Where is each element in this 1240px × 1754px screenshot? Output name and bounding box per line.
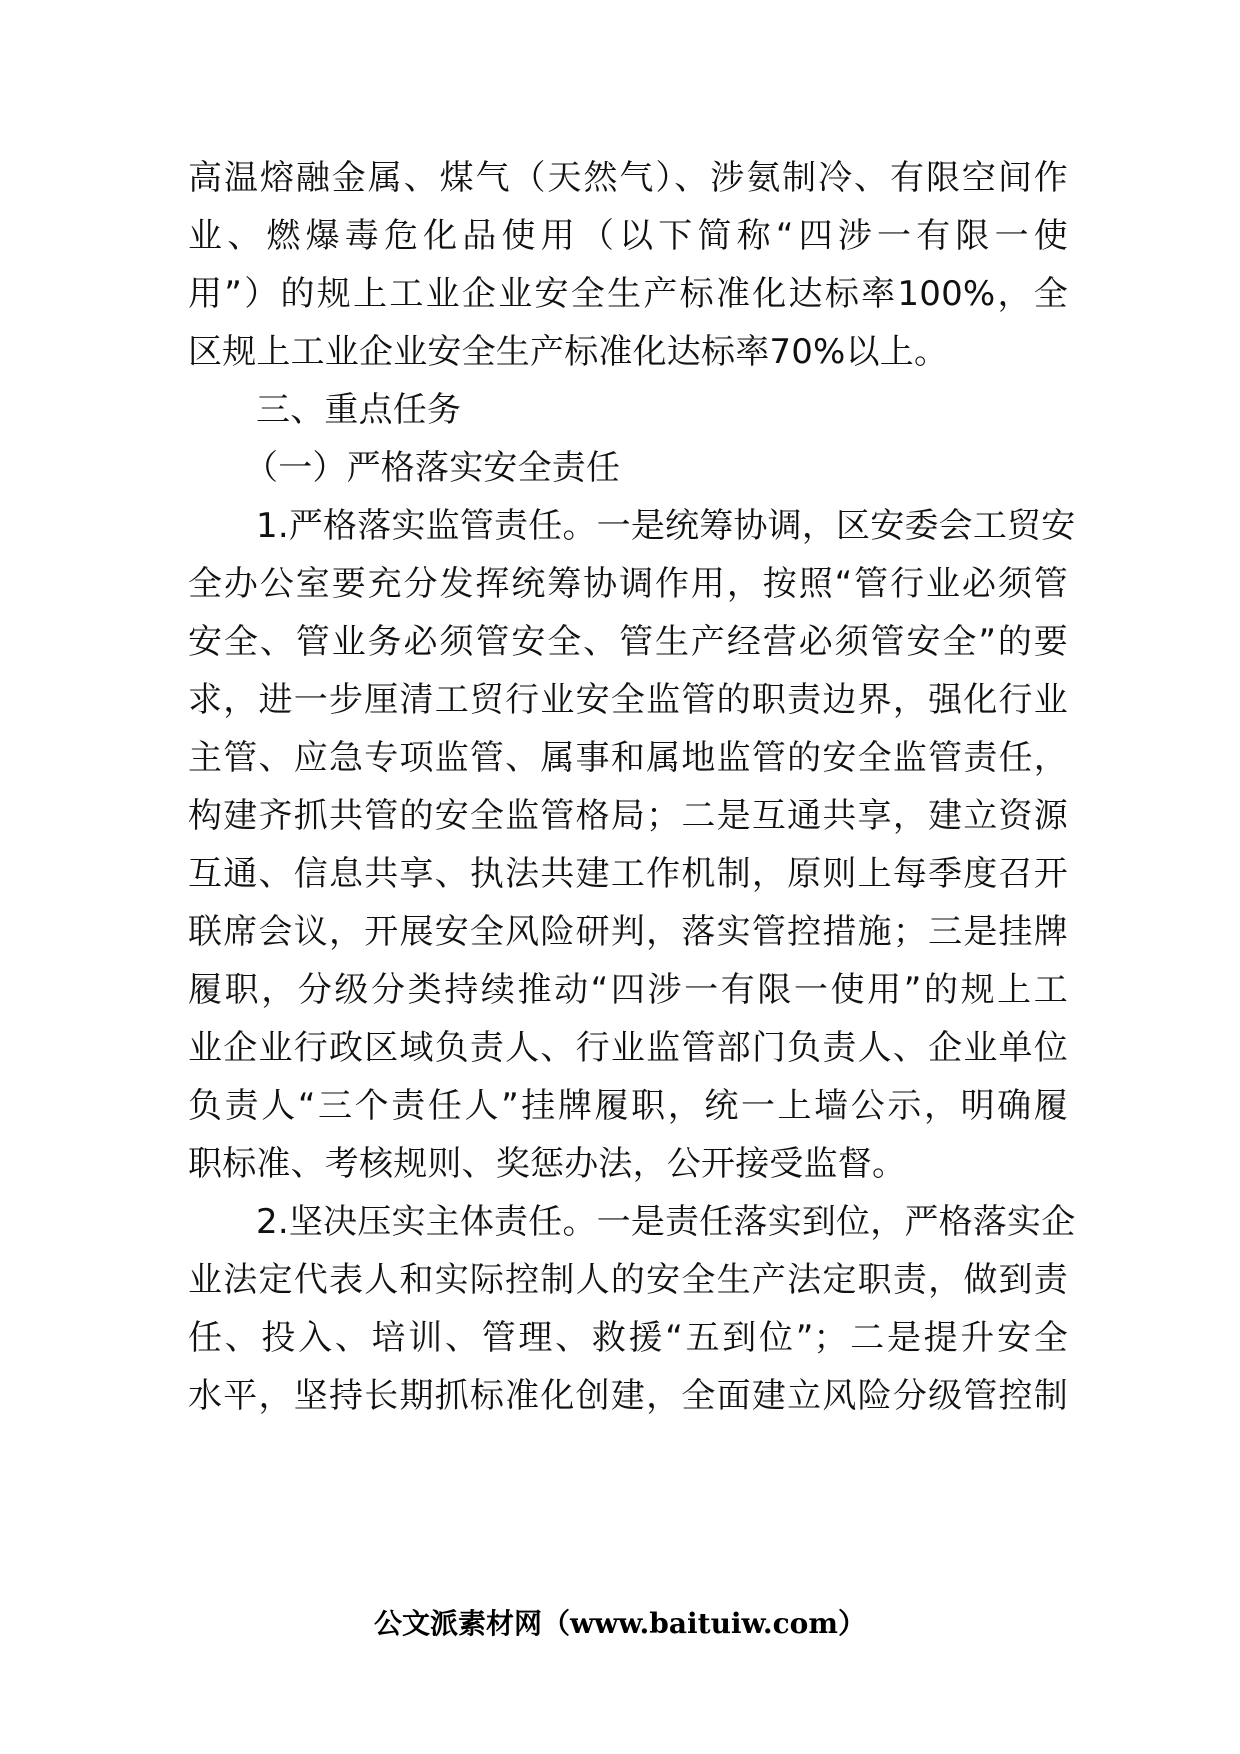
paragraph-line: 业法定代表人和实际控制人的安全生产法定职责，做到责 [188,1260,1068,1300]
paragraph-line: 履职，分级分类持续推动“四涉一有限一使用”的规上工 [188,970,1068,1010]
paragraph-line: 构建齐抓共管的安全监管格局；二是互通共享，建立资源 [188,796,1068,836]
paragraph-line: 1.严格落实监管责任。一是统筹协调，区安委会工贸安 [256,506,1076,546]
paragraph-line: 安全、管业务必须管安全、管生产经营必须管安全”的要 [188,622,1068,662]
paragraph-line: 高温熔融金属、煤气（天然气）、涉氨制冷、有限空间作 [188,158,1068,198]
paragraph-line: 区规上工业企业安全生产标准化达标率70%以上。 [188,332,949,372]
paragraph-line: 全办公室要充分发挥统筹协调作用，按照“管行业必须管 [188,564,1068,604]
section-heading: 三、重点任务 [256,390,462,430]
paragraph-line: 任、投入、培训、管理、救援“五到位”；二是提升安全 [188,1318,1068,1358]
paragraph-line: 负责人“三个责任人”挂牌履职，统一上墙公示，明确履 [188,1086,1068,1126]
site-watermark-footer: 公文派素材网（www.baituiw.com） [374,1607,866,1640]
paragraph-line: 职标准、考核规则、奖惩办法，公开接受监督。 [188,1144,907,1184]
subsection-heading: （一）严格落实安全责任 [244,448,621,488]
paragraph-line: 业、燃爆毒危化品使用（以下简称“四涉一有限一使 [188,216,1068,256]
paragraph-line: 主管、应急专项监管、属事和属地监管的安全监管责任， [188,738,1068,778]
paragraph-line: 业企业行政区域负责人、行业监管部门负责人、企业单位 [188,1028,1068,1068]
paragraph-line: 水平，坚持长期抓标准化创建，全面建立风险分级管控制 [188,1376,1068,1416]
paragraph-line: 用”）的规上工业企业安全生产标准化达标率100%，全 [188,274,1068,314]
paragraph-line: 求，进一步厘清工贸行业安全监管的职责边界，强化行业 [188,680,1068,720]
paragraph-line: 联席会议，开展安全风险研判，落实管控措施；三是挂牌 [188,912,1068,952]
paragraph-line: 2.坚决压实主体责任。一是责任落实到位，严格落实企 [256,1202,1076,1242]
paragraph-line: 互通、信息共享、执法共建工作机制，原则上每季度召开 [188,854,1068,894]
